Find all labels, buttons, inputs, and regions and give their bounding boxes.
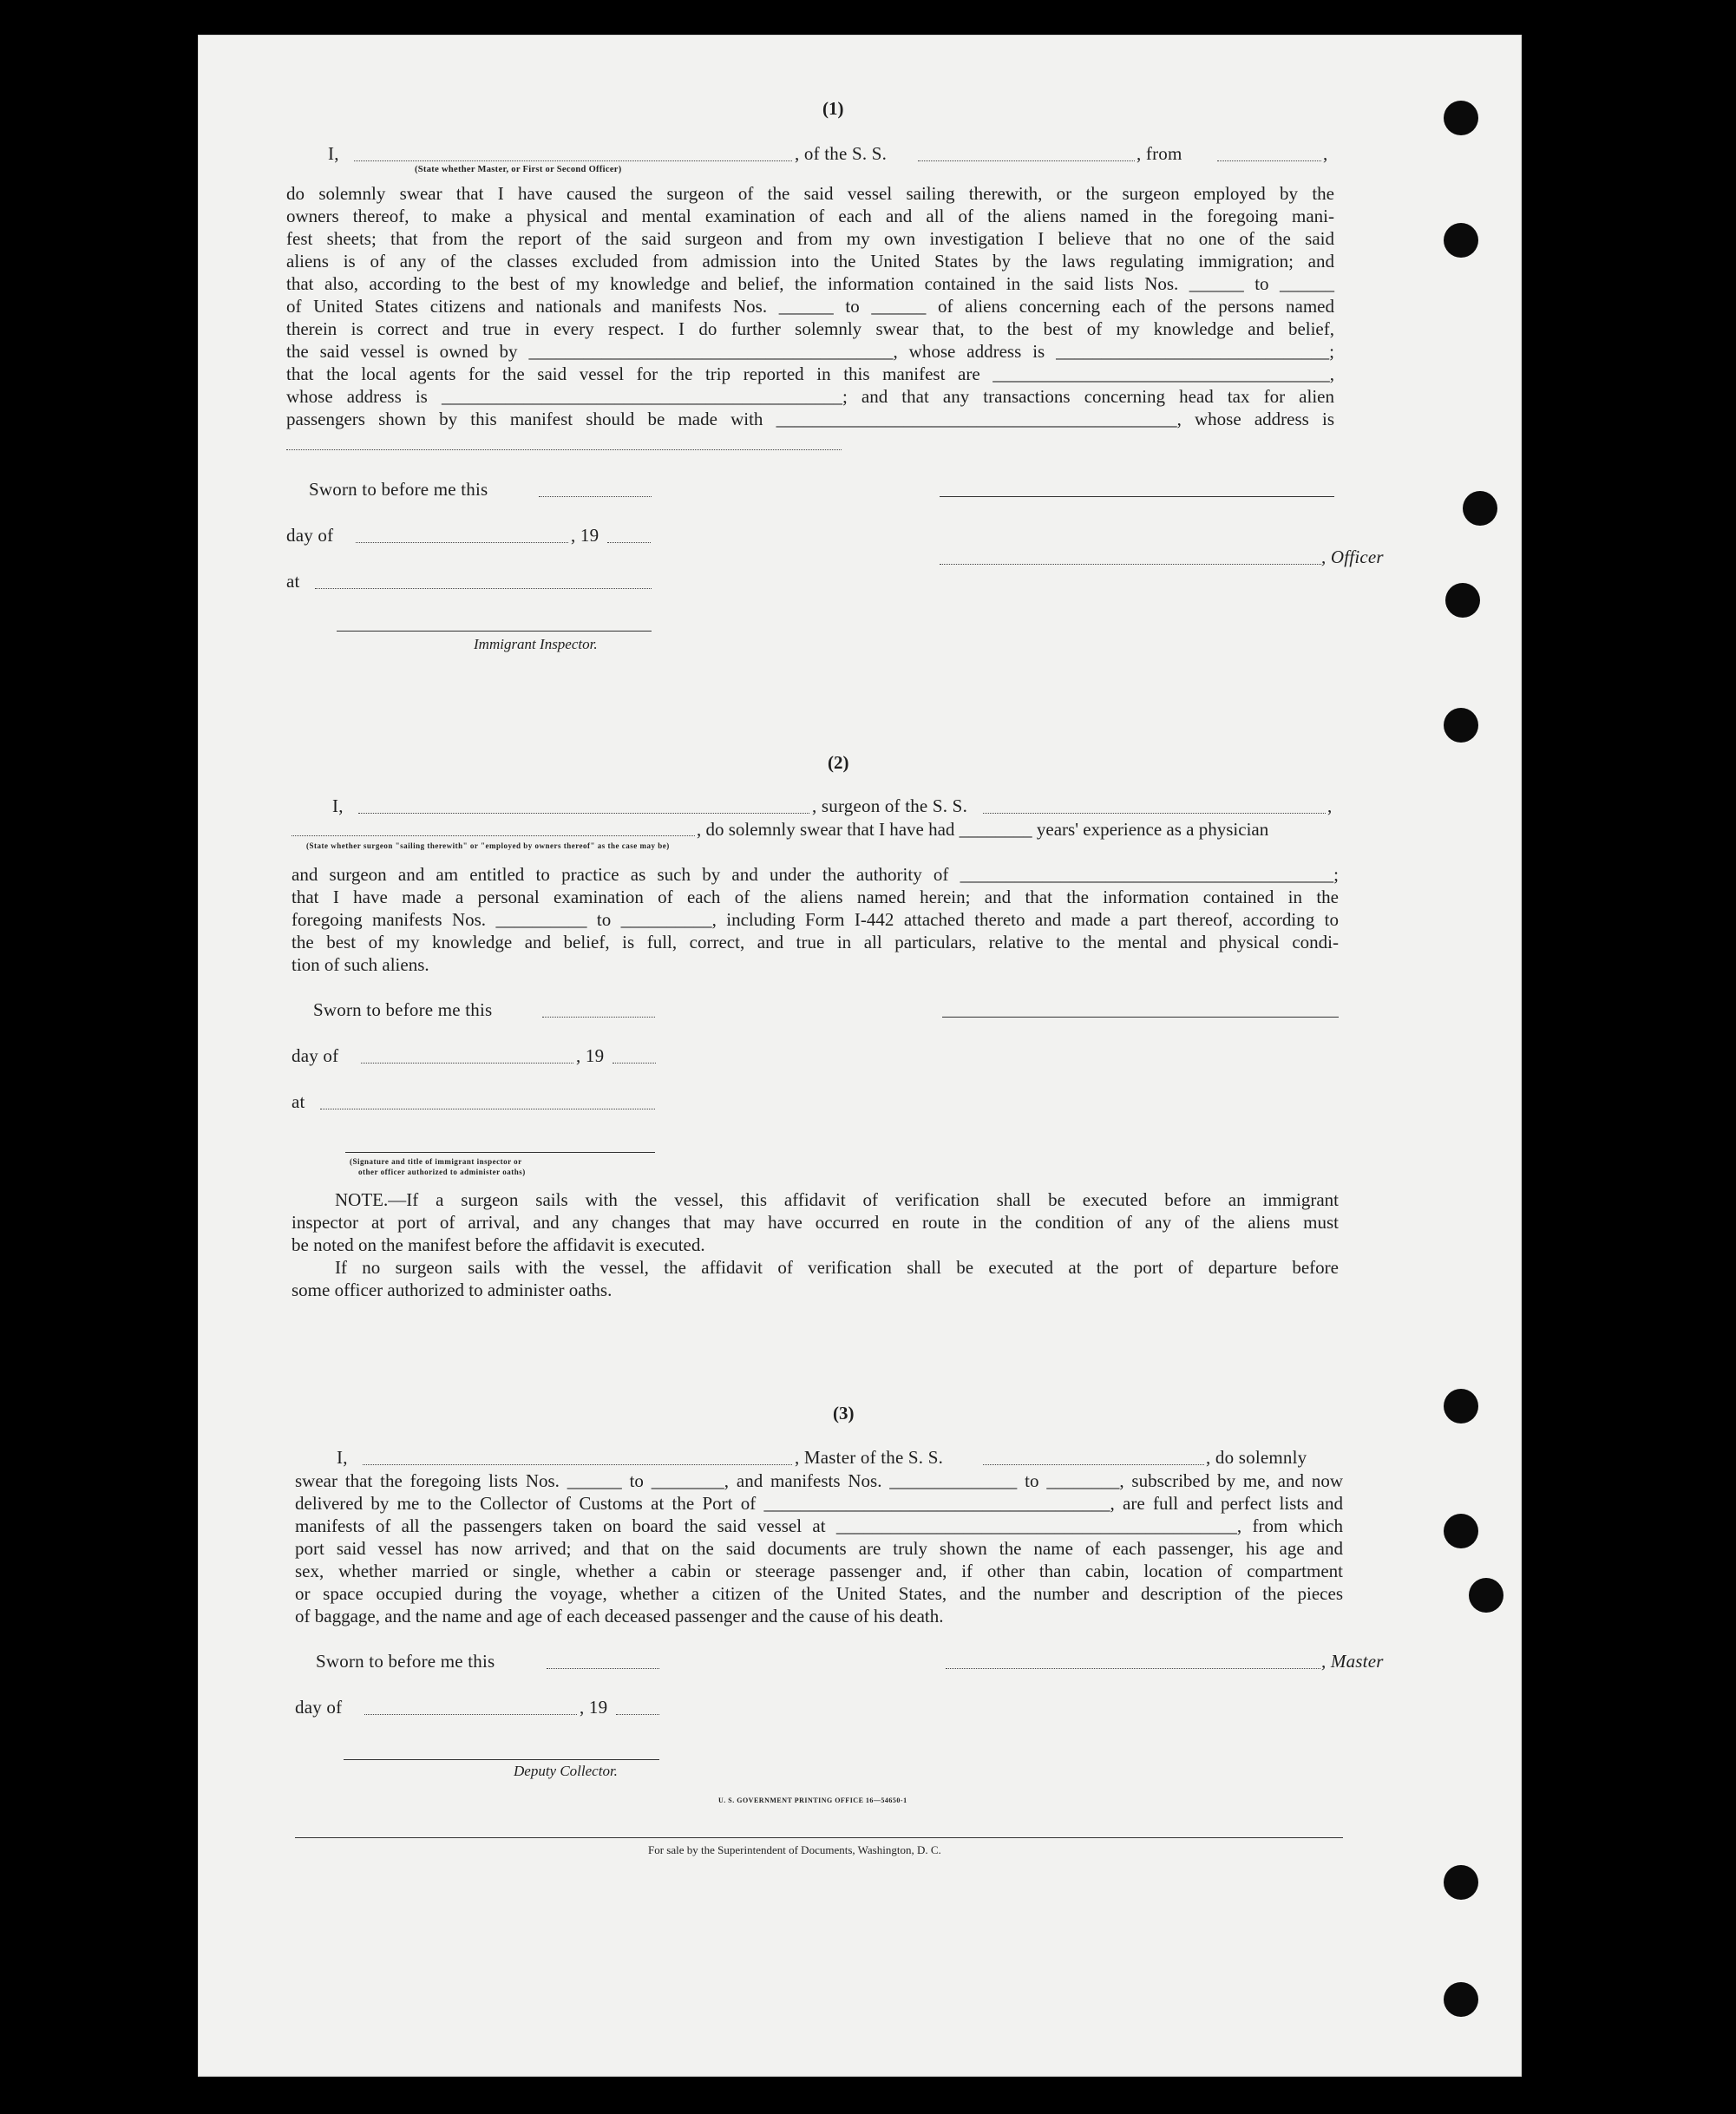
immigrant-inspector-signature-line[interactable] [337, 631, 652, 632]
oath-line: that the local agents for the said vessel for the trip reported in this manifest are _____________________________________, [286, 363, 1334, 384]
head-tax-address-field[interactable] [286, 449, 842, 450]
section-2-day-of-label: day of [292, 1045, 339, 1066]
section-1-i-label: I, [328, 143, 339, 164]
section-1-at-field[interactable] [315, 588, 652, 589]
deputy-collector-signature-line[interactable] [344, 1759, 659, 1760]
section-3-year-field[interactable] [616, 1714, 659, 1715]
surgeon-status-note: (State whether surgeon "sailing therewith" or "employed by owners thereof" as the case may be) [306, 841, 670, 850]
section-2-signature-line[interactable] [942, 1017, 1339, 1018]
signature-title-note: other officer authorized to administer oaths) [358, 1168, 526, 1176]
oath-line: port said vessel has now arrived; and that on the said documents are truly shown the name of each passenger, his age and [295, 1538, 1343, 1559]
section-1-at-label: at [286, 571, 300, 592]
master-of-ss-label: , Master of the S. S. [795, 1447, 944, 1468]
section-2-year-label: , 19 [576, 1045, 605, 1066]
binder-hole [1444, 1389, 1478, 1424]
signature-title-note: (Signature and title of immigrant inspector or [350, 1157, 522, 1166]
section-2-year-field[interactable] [613, 1063, 656, 1064]
note-line: be noted on the manifest before the affidavit is executed. [292, 1234, 705, 1255]
section-3-master-name-field[interactable] [363, 1464, 792, 1465]
section-2-sworn-field[interactable] [542, 1017, 655, 1018]
section-1-trailing-comma: , [1323, 143, 1328, 164]
vessel-name-field[interactable] [918, 160, 1135, 161]
gpo-imprint: U. S. GOVERNMENT PRINTING OFFICE 16—54650-1 [718, 1797, 907, 1804]
note-line: NOTE.—If a surgeon sails with the vessel, this affidavit of verification shall be executed before an immigrant [335, 1189, 1339, 1210]
binder-hole [1445, 583, 1480, 618]
section-3-day-field[interactable] [364, 1714, 577, 1715]
section-3-sworn-field[interactable] [547, 1668, 659, 1669]
oath-line: manifests of all the passengers taken on board the said vessel at ____________________________________________, from which [295, 1515, 1343, 1536]
section-3-sworn-label: Sworn to before me this [316, 1651, 495, 1672]
oath-line: passengers shown by this manifest should be made with ____________________________________________, whose address is [286, 409, 1334, 429]
immigrant-inspector-label: Immigrant Inspector. [474, 636, 598, 652]
from-label: , from [1137, 143, 1182, 164]
oath-line: foregoing manifests Nos. __________ to __________, including Form I-442 attached thereto and made a part thereof, according to [292, 909, 1339, 930]
section-2-number: (2) [828, 752, 849, 773]
oath-line: sex, whether married or single, whether a cabin or steerage passenger and, if other than cabin, location of compartment [295, 1561, 1343, 1581]
deputy-collector-label: Deputy Collector. [514, 1763, 618, 1779]
from-port-field[interactable] [1217, 160, 1321, 161]
binder-hole [1444, 101, 1478, 135]
sale-imprint: For sale by the Superintendent of Documents, Washington, D. C. [648, 1843, 941, 1856]
section-1-sworn-label: Sworn to before me this [309, 479, 488, 500]
section-3-vessel-field[interactable] [983, 1464, 1204, 1465]
oath-line: therein is correct and true in every respect. I do further solemnly swear that, to the best of my knowledge and belief, [286, 318, 1334, 339]
binder-hole [1463, 491, 1497, 526]
section-1-sworn-field[interactable] [539, 496, 652, 497]
surgeon-name-field[interactable] [358, 813, 809, 814]
section-2-trailing-comma: , [1327, 795, 1333, 816]
section-3-i-label: I, [337, 1447, 348, 1468]
oath-line: do solemnly swear that I have caused the surgeon of the said vessel sailing therewith, or the surgeon employed by the [286, 183, 1334, 204]
section-1-day-of-label: day of [286, 525, 334, 546]
binder-hole [1444, 1514, 1478, 1548]
oath-line: of baggage, and the name and age of each deceased passenger and the cause of his death. [295, 1606, 944, 1626]
section-1-year-label: , 19 [571, 525, 599, 546]
surgeon-of-ss-label: , surgeon of the S. S. [812, 795, 968, 816]
master-signature-field[interactable] [946, 1668, 1320, 1669]
section-1-day-field[interactable] [356, 542, 568, 543]
section-1-signature-line[interactable] [940, 496, 1334, 497]
section-1-number: (1) [822, 98, 844, 119]
oath-line: whose address is ____________________________________________; and that any transactions concerning head tax for alien [286, 386, 1334, 407]
section-2-sworn-label: Sworn to before me this [313, 999, 493, 1020]
binder-hole [1444, 1865, 1478, 1900]
binder-hole [1444, 1982, 1478, 2017]
section-1-year-field[interactable] [607, 542, 651, 543]
oath-line: delivered by me to the Collector of Customs at the Port of ______________________________________, are full and perfect lists and [295, 1493, 1343, 1514]
note-line: some officer authorized to administer oaths. [292, 1280, 613, 1300]
officer-rank-note: (State whether Master, or First or Second Officer) [415, 165, 622, 174]
master-label: , Master [1321, 1651, 1384, 1672]
of-ss-label: , of the S. S. [795, 143, 888, 164]
oath-line: or space occupied during the voyage, whether a citizen of the United States, and the number and description of the pieces [295, 1583, 1343, 1604]
do-solemnly-label: , do solemnly [1206, 1447, 1307, 1468]
note-line: inspector at port of arrival, and any changes that may have occurred en route in the condition of any of the aliens must [292, 1212, 1339, 1233]
section-2-i-label: I, [332, 795, 344, 816]
surgeon-status-field[interactable] [292, 835, 695, 836]
binder-hole [1469, 1578, 1503, 1613]
section-2-at-label: at [292, 1091, 305, 1112]
note-line: If no surgeon sails with the vessel, the affidavit of verification shall be executed at the port of departure before [335, 1257, 1339, 1278]
form-page [198, 35, 1522, 2077]
binder-hole [1444, 708, 1478, 743]
section-3-year-label: , 19 [580, 1697, 608, 1718]
oath-line: aliens is of any of the classes excluded from admission into the United States by the laws regulating immigration; and [286, 251, 1334, 272]
oath-line: swear that the foregoing lists Nos. ______ to ________, and manifests Nos. ______________ to ________, subscribed by me, and now [295, 1470, 1343, 1491]
oath-line: owners thereof, to make a physical and mental examination of each and all of the aliens named in the foregoing mani- [286, 206, 1334, 226]
oath-line: of United States citizens and nationals and manifests Nos. ______ to ______ of aliens concerning each of the persons named [286, 296, 1334, 317]
binder-hole [1444, 223, 1478, 258]
officer-signature-field[interactable] [940, 564, 1321, 565]
oath-line: fest sheets; that from the report of the said surgeon and from my own investigation I believe that no one of the said [286, 228, 1334, 249]
experience-line: , do solemnly swear that I have had ________ years' experience as a physician [697, 819, 1269, 840]
master-name-field[interactable] [354, 160, 792, 161]
section-2-day-field[interactable] [361, 1063, 573, 1064]
section-3-day-of-label: day of [295, 1697, 343, 1718]
section-2-inspector-signature-line[interactable] [345, 1152, 655, 1153]
section-3-number: (3) [833, 1403, 855, 1424]
oath-line: the best of my knowledge and belief, is full, correct, and true in all particulars, relative to the mental and physical condi- [292, 932, 1339, 952]
oath-line: tion of such aliens. [292, 954, 429, 975]
footer-rule [295, 1837, 1343, 1838]
oath-line: that I have made a personal examination of each of the aliens named herein; and that the information contained in the [292, 887, 1339, 907]
oath-line: that also, according to the best of my knowledge and belief, the information contained in the said lists Nos. ______ to ______ [286, 273, 1334, 294]
section-2-vessel-field[interactable] [983, 813, 1326, 814]
oath-line: the said vessel is owned by ________________________________________, whose address is ______________________________; [286, 341, 1334, 362]
oath-line: and surgeon and am entitled to practice as such by and under the authority of _________________________________________; [292, 864, 1339, 885]
officer-label: , Officer [1321, 546, 1384, 567]
